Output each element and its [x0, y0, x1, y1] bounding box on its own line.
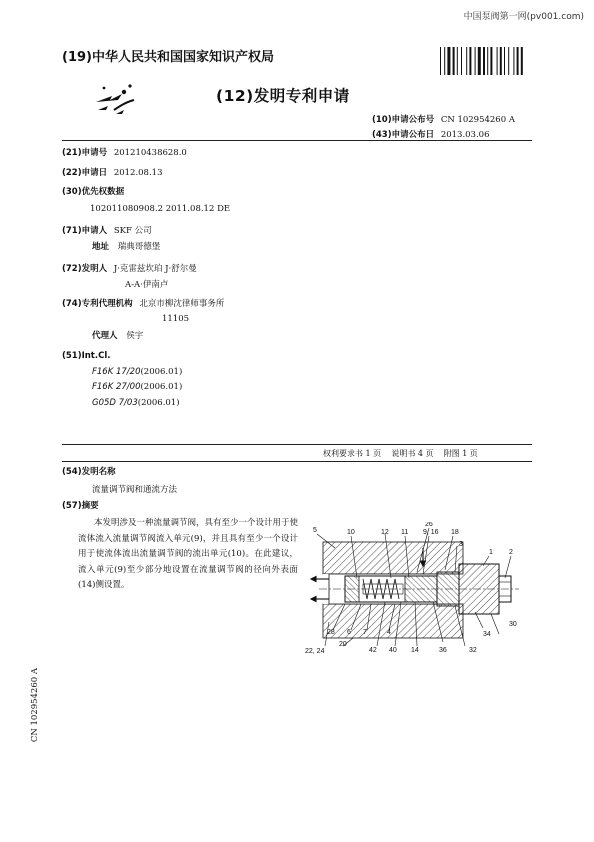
fig-label-32: 32: [469, 647, 477, 654]
site-watermark: 中国泵阀第一网(pv001.com): [463, 12, 584, 22]
priority-heading: (30)优先权数据: [62, 187, 125, 197]
ipc-class-3: [92, 398, 180, 408]
barcode-bar: [517, 47, 519, 75]
counts-divider-bottom: [62, 461, 532, 462]
agent: 侯宇: [126, 331, 144, 341]
barcode-bar: [487, 47, 488, 75]
fig-label-42: 42: [369, 647, 377, 654]
applicant-label: (71)申请人: [62, 226, 108, 236]
application-number-label: (21)申请号: [62, 148, 108, 158]
ipc-code: G05D 7/03: [92, 398, 138, 408]
barcode-bar: [500, 47, 502, 75]
barcode-bar: [490, 47, 492, 75]
address-label: 地址: [92, 242, 110, 252]
invention-title: 流量调节阀和通流方法: [92, 485, 178, 495]
publication-date: 2013.03.06: [440, 130, 490, 140]
publication-date-row: [372, 128, 489, 140]
fig-label-34: 34: [483, 631, 491, 638]
fig-label-18: 18: [451, 529, 459, 536]
barcode-bar: [440, 47, 441, 75]
barcode-bar: [508, 47, 509, 75]
inventor-label: (72)发明人: [62, 264, 108, 274]
fig-label-7: 7: [363, 629, 367, 636]
barcode-bar: [453, 47, 455, 75]
fig-label-14: 14: [411, 647, 419, 654]
applicant: SKF 公司: [113, 226, 152, 236]
fig-label-1: 1: [489, 549, 493, 556]
abstract-label: (57)摘要: [62, 501, 99, 511]
address-row: [92, 241, 160, 253]
abstract-label-row: [62, 500, 99, 512]
inventors-line-1: J·克雷兹坎珀 J·舒尔曼: [113, 264, 197, 274]
fig-label-26: 26: [425, 522, 433, 528]
agency-row: [62, 298, 224, 310]
barcode-bar: [483, 47, 485, 75]
abstract-text: 本发明涉及一种流量调节阀，具有至少一个设计用于使流体流入流量调节阀流入单元(9)，并且具有至少一个设计用于使流体流出流量调节阀的流出单元(10)。在此建议，流入单元(9)至少部分地设置在流量调节阀的径向外表面(14)侧设置。: [78, 518, 299, 590]
inventor-row: [62, 263, 197, 275]
page-counts: 权利要求书 1 页 说明书 4 页 附图 1 页: [323, 449, 478, 458]
fig-label-10: 10: [347, 529, 355, 536]
barcode-bar: [447, 47, 450, 75]
application-number-row: [62, 147, 187, 159]
fig-label-3: 3: [459, 541, 463, 548]
priority-value: 102011080908.2 2011.08.12 DE: [90, 204, 231, 214]
inventors-line-2: A-A·伊南卢: [125, 280, 169, 290]
barcode-bar: [478, 47, 481, 75]
ipc-code: F16K 17/20: [92, 367, 141, 377]
fig-label-20: 20: [339, 641, 347, 648]
agent-label: 代理人: [92, 331, 118, 341]
agency-code: 11105: [162, 314, 190, 324]
document-type-title: (12)发明专利申请: [216, 87, 350, 105]
fig-label-6: 6: [347, 629, 351, 636]
publication-number: CN 102954260 A: [440, 115, 515, 125]
barcode-bar: [461, 47, 462, 75]
publication-number-label: (10)申请公布号: [372, 115, 435, 125]
filing-date-label: (22)申请日: [62, 168, 108, 178]
barcode-bar: [444, 47, 445, 75]
ipc-year: (2006.01): [140, 382, 183, 392]
cnipa-logo-icon: [94, 80, 142, 118]
fig-label-30: 30: [509, 621, 517, 628]
publication-date-label: (43)申请公布日: [372, 130, 435, 140]
ipc-year: (2006.01): [137, 398, 180, 408]
barcode-bar: [475, 47, 476, 75]
fig-label-2: 2: [509, 549, 513, 556]
application-number: 201210438628.0: [113, 148, 187, 158]
agency: 北京市柳沈律师事务所: [139, 299, 225, 309]
filing-date-row: [62, 167, 162, 179]
ipc-year: (2006.01): [140, 367, 183, 377]
fig-label-36: 36: [439, 647, 447, 654]
fig-label-11: 11: [401, 529, 409, 536]
barcode-bar: [469, 47, 471, 75]
priority-label: [62, 186, 124, 198]
barcode: [440, 47, 552, 75]
barcode-bar: [521, 47, 523, 75]
barcode-bar: [513, 47, 514, 75]
ipc-class-1: [92, 367, 182, 377]
fig-label-12: 12: [381, 529, 389, 536]
intcl-heading: (51)Int.Cl.: [62, 351, 111, 361]
title-label: (54)发明名称: [62, 467, 116, 477]
valve-drawing: [305, 522, 530, 662]
fig-label-22-24: 22, 24: [305, 648, 325, 655]
barcode-bar: [504, 47, 505, 75]
fig-label-5: 5: [313, 527, 317, 534]
filing-date: 2012.08.13: [113, 168, 163, 178]
counts-divider-top: [62, 444, 532, 445]
agent-row: [92, 330, 143, 342]
fig-label-4: 4: [387, 629, 391, 636]
fig-label-28: 28: [327, 629, 335, 636]
ipc-class-2: [92, 382, 182, 392]
patent-office-name: (19)中华人民共和国国家知识产权局: [62, 50, 274, 65]
ipc-code: F16K 27/00: [92, 382, 141, 392]
address: 瑞典哥德堡: [117, 242, 161, 252]
barcode-bar: [466, 47, 467, 75]
barcode-bar: [497, 47, 498, 75]
fig-label-40: 40: [389, 647, 397, 654]
applicant-row: [62, 225, 152, 237]
header-divider: [62, 140, 532, 141]
barcode-bar: [457, 47, 458, 75]
title-label-row: [62, 466, 116, 478]
agency-label: (74)专利代理机构: [62, 299, 133, 309]
publication-number-row: [372, 113, 515, 125]
fig-label-9-16: 9, 16: [423, 529, 439, 536]
intcl-label: [62, 350, 111, 362]
side-publication-number: CN 102954260 A: [30, 668, 40, 743]
